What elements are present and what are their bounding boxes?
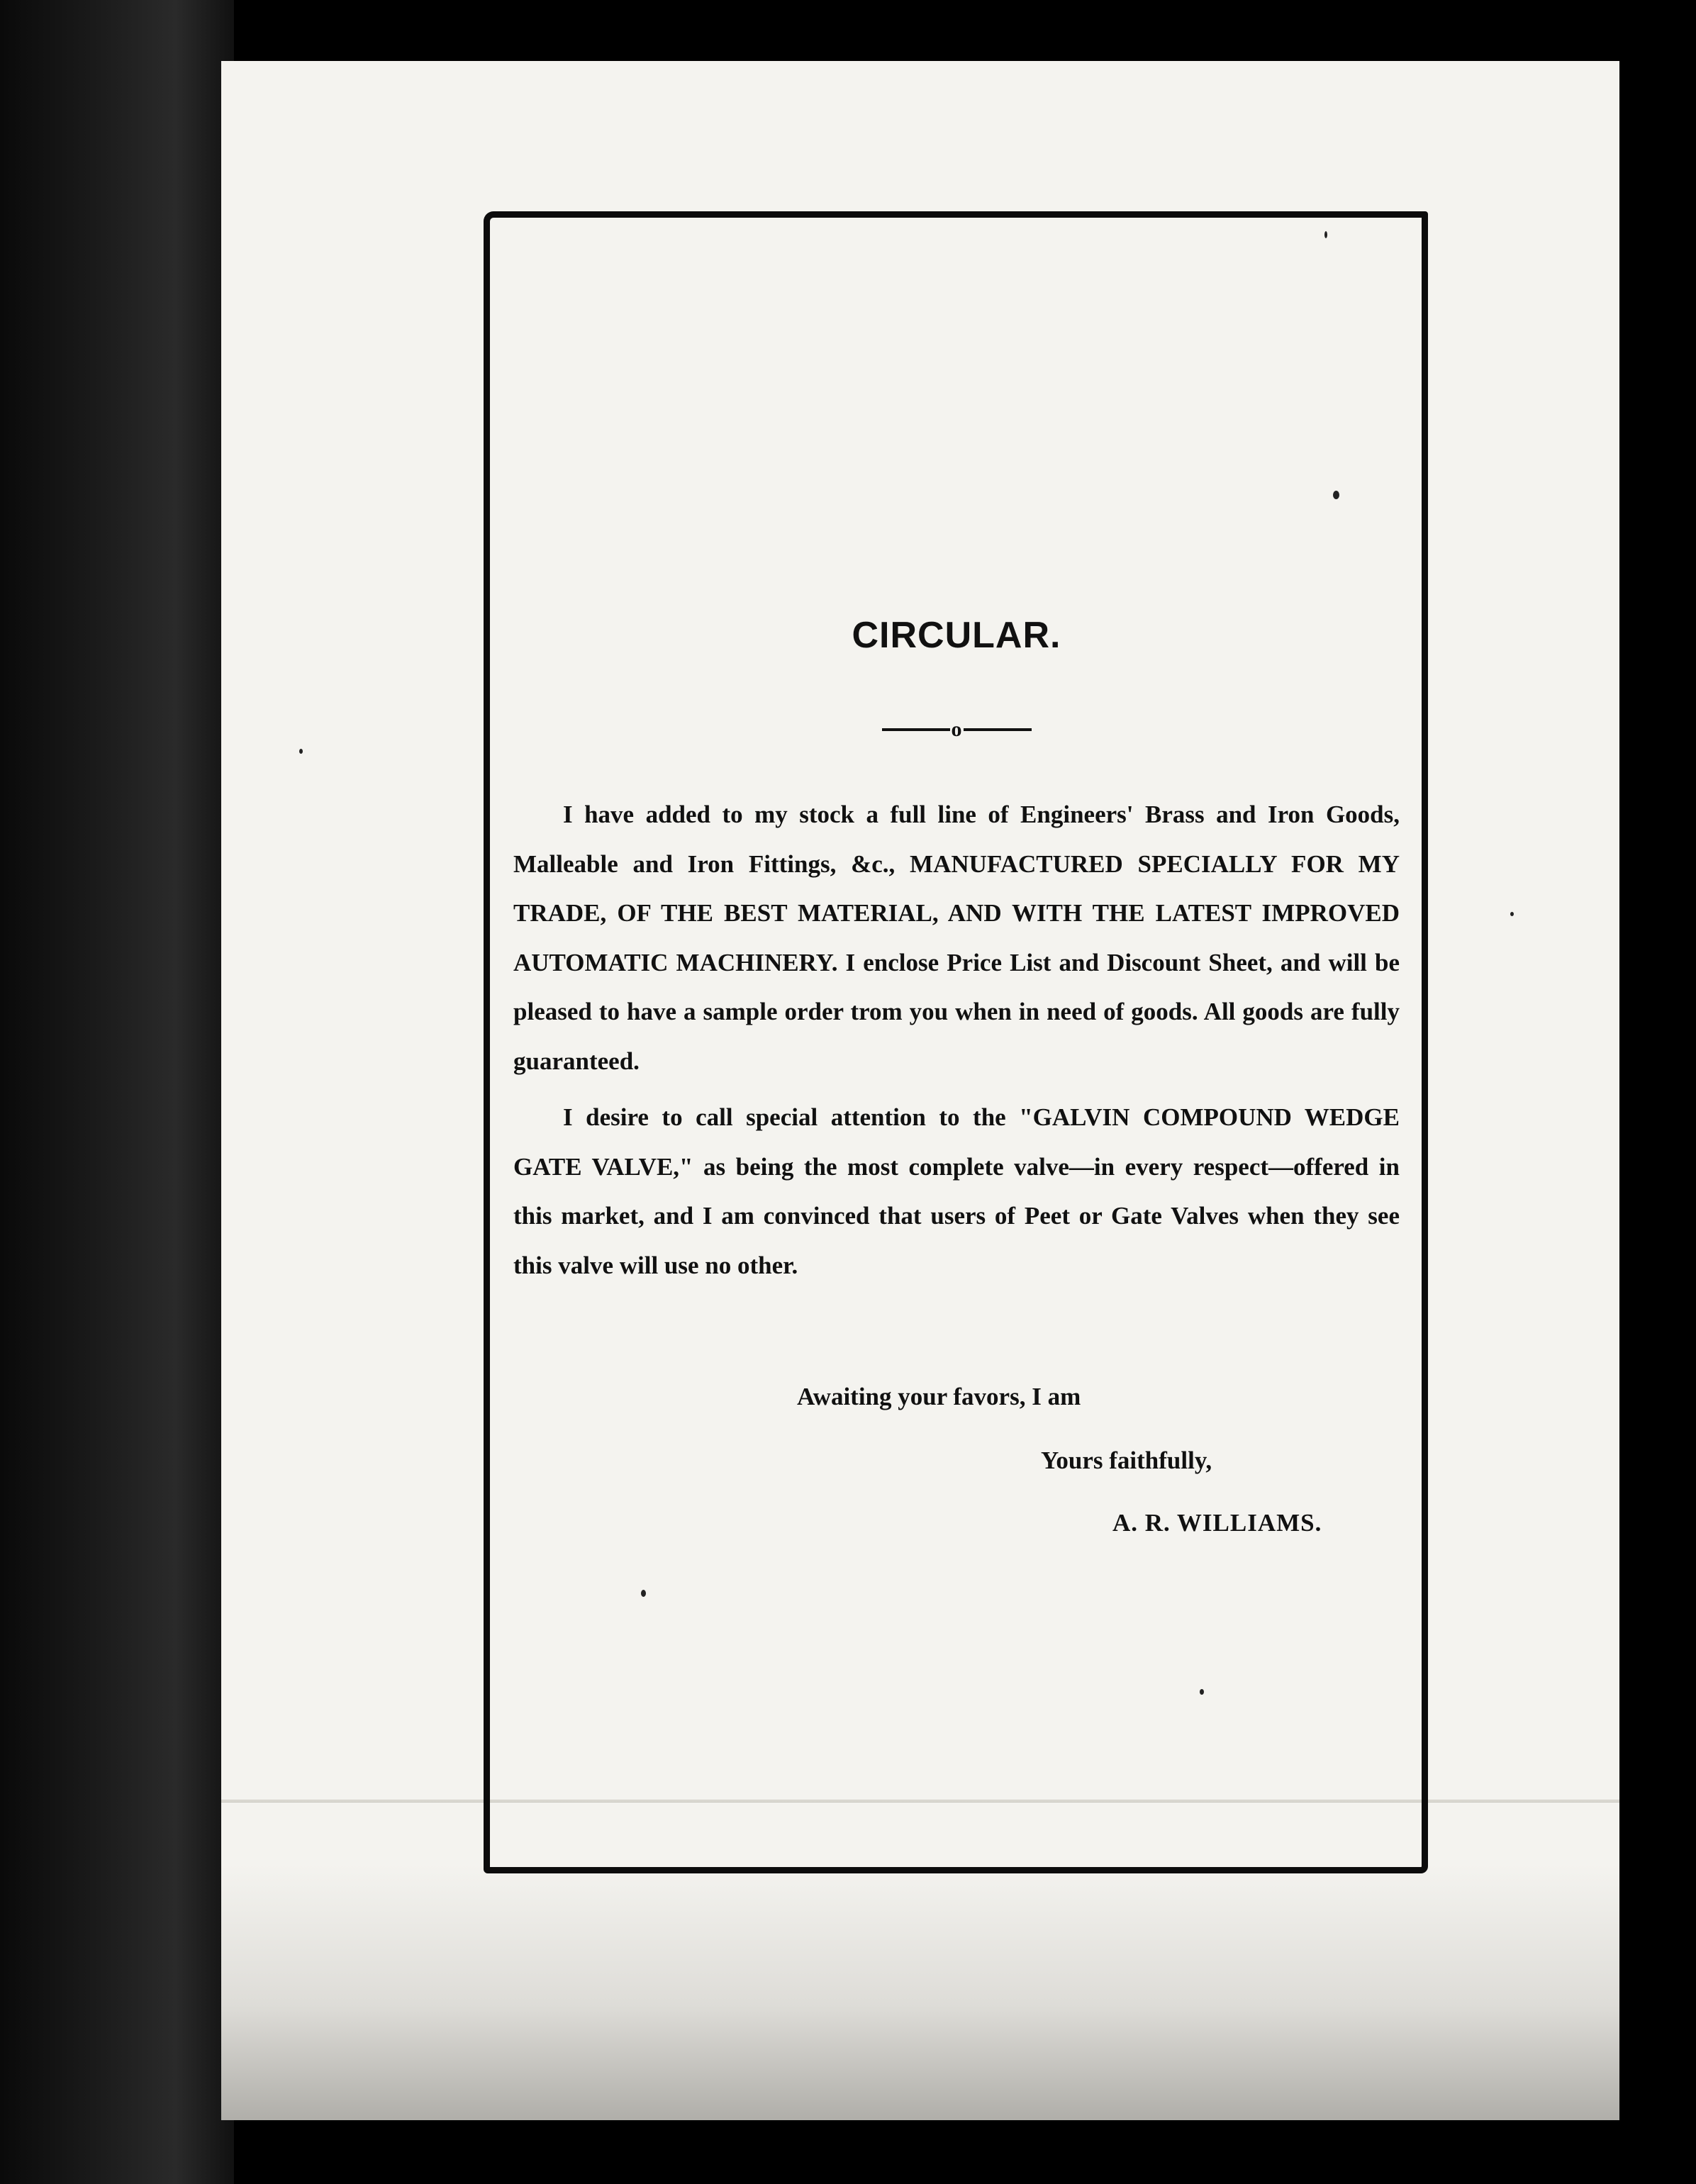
speck [299,749,303,754]
circular-content [513,210,1400,1798]
rule-right [964,728,1032,731]
valediction: Yours faithfully, [1041,1447,1212,1474]
speck [1200,1689,1204,1695]
ornament-rule [513,719,1400,740]
closing-line: Awaiting your favors, I am [797,1383,1081,1410]
page-title: CIRCULAR. [852,615,1061,656]
scan-shadow [0,0,234,2184]
paragraph-valve: I desire to call special attention to the "GALVIN COMPOUND WEDGE GATE VALVE," as being the most complete valve—in every respect—offered in this market, and I am convinced that users of Peet or Gate Valves when they see this valve will use no other. [513,1103,1400,1279]
rule-left [882,728,950,731]
paragraph-stock: I have added to my stock a full line of Engineers' Brass and Iron Goods, Malleable and Iron Fittings, &c., MANUFACTURED SPECIALLY FOR MY TRADE, OF THE BEST MATERIAL, AND WITH THE LATEST IMPROVED AUTOMATIC MACHINERY. I enclose Price List and Discount Sheet, and will be pleased to have a sample order trom you when in need of goods. All goods are fully guaranteed. [513,801,1400,1075]
speck [1333,491,1339,499]
body-text [513,790,1400,1297]
paper-wear [221,1865,1619,2120]
paper-sheet [221,61,1619,2120]
signature: A. R. WILLIAMS. [1112,1509,1322,1537]
speck [1324,231,1327,238]
ornament-glyph: o [951,718,962,741]
speck [641,1590,646,1597]
speck [1510,912,1514,916]
